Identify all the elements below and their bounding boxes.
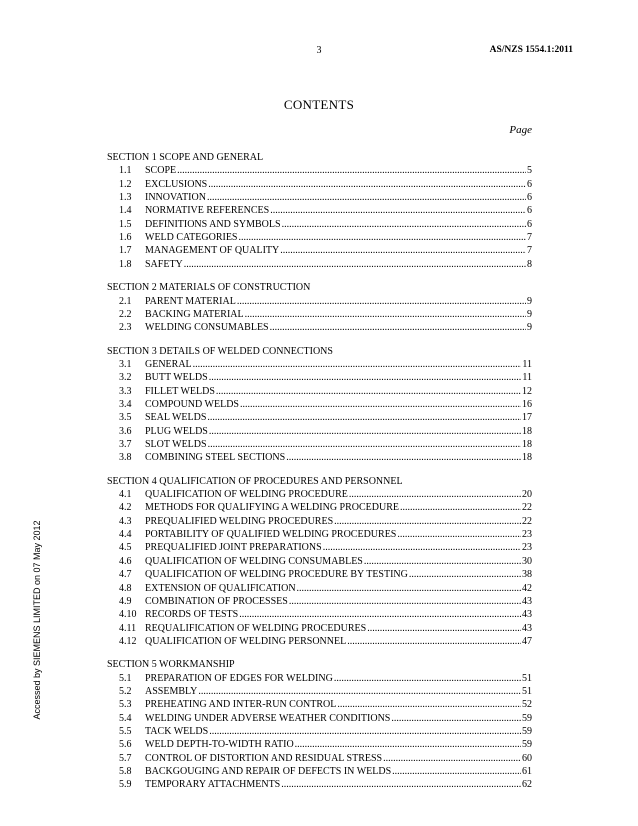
dot-leader [295,738,521,751]
toc-entry [107,425,532,438]
entry-page: 59 [522,739,532,751]
entry-page: 43 [522,622,532,634]
dot-leader [367,622,521,635]
entry-number: 5.4 [119,712,132,724]
entry-number: 1.2 [119,178,132,190]
dot-leader [216,385,521,398]
entry-number: 5.9 [119,779,132,791]
toc-entry [107,308,532,321]
toc-section [107,658,532,791]
toc-entry [107,685,532,698]
entry-number: 3.8 [119,452,132,464]
toc-entry [107,712,532,725]
dot-leader [207,191,526,204]
entry-title: FILLET WELDS [145,385,215,397]
entry-number: 1.1 [119,165,132,177]
standard-number: AS/NZS 1554.1:2011 [489,45,573,55]
toc-entry [107,595,532,608]
toc-entry [107,778,532,791]
entry-page: 30 [522,555,532,567]
entry-title: CONTROL OF DISTORTION AND RESIDUAL STRESS [145,752,383,764]
dot-leader [364,555,521,568]
toc-entry [107,258,532,271]
dot-leader [334,515,521,528]
dot-leader [270,204,526,217]
entry-page: 23 [522,542,532,554]
entry-title: NORMATIVE REFERENCES [145,205,270,217]
dot-leader [280,244,526,257]
entry-page: 51 [522,685,532,697]
toc-entry [107,438,532,451]
toc-entry [107,528,532,541]
dot-leader [237,295,526,308]
dot-leader [347,635,521,648]
entry-number: 5.5 [119,725,132,737]
entry-page: 52 [522,699,532,711]
entry-number: 5.6 [119,739,132,751]
entry-title: BUTT WELDS [145,372,208,384]
entry-title: TACK WELDS [145,725,209,737]
dot-leader [323,541,521,554]
entry-number: 5.3 [119,699,132,711]
toc-entry [107,568,532,581]
entry-page: 22 [522,502,532,514]
entry-title: METHODS FOR QUALIFYING A WELDING PROCEDURE [145,502,399,514]
dot-leader [334,672,521,685]
entry-number: 3.1 [119,358,132,370]
entry-title: WELDING UNDER ADVERSE WEATHER CONDITIONS [145,712,391,724]
entry-title: GENERAL [145,358,192,370]
entry-number: 3.4 [119,398,132,410]
entry-number: 1.7 [119,245,132,257]
toc-entry [107,501,532,514]
toc-entry [107,698,532,711]
entry-page: 43 [522,595,532,607]
entry-title: ASSEMBLY [145,685,198,697]
entry-number: 4.8 [119,582,132,594]
toc-entry [107,765,532,778]
entry-number: 2.1 [119,295,132,307]
toc-entry [107,411,532,424]
entry-page: 22 [522,515,532,527]
entry-number: 4.4 [119,529,132,541]
entry-page: 18 [522,439,532,451]
section-heading: SECTION 5 WORKMANSHIP [107,659,235,671]
dot-leader [209,425,521,438]
toc-entry [107,451,532,464]
toc-entry [107,608,532,621]
entry-title: RECORDS OF TESTS [145,609,239,621]
entry-page: 43 [522,609,532,621]
dot-leader [240,398,521,411]
entry-page: 18 [522,452,532,464]
toc-entry [107,218,532,231]
toc-entry [107,582,532,595]
entry-title: MANAGEMENT OF QUALITY [145,245,280,257]
dot-leader [383,752,521,765]
dot-leader [392,765,521,778]
entry-number: 4.2 [119,502,132,514]
dot-leader [208,178,526,191]
entry-title: QUALIFICATION OF WELDING PERSONNEL [145,635,347,647]
entry-title: QUALIFICATION OF WELDING PROCEDURE [145,489,348,501]
entry-number: 5.1 [119,672,132,684]
dot-leader [397,528,521,541]
toc-entry [107,672,532,685]
entry-number: 1.6 [119,232,132,244]
entry-page: 42 [522,582,532,594]
entry-number: 2.3 [119,322,132,334]
dot-leader [207,411,521,424]
toc-entry [107,725,532,738]
entry-title: DEFINITIONS AND SYMBOLS [145,218,281,230]
entry-number: 2.2 [119,308,132,320]
dot-leader [198,685,521,698]
entry-title: QUALIFICATION OF WELDING PROCEDURE BY TESTING [145,569,408,581]
toc-entry [107,541,532,554]
dot-leader [282,218,526,231]
dot-leader [409,568,521,581]
entry-title: BACKING MATERIAL [145,308,244,320]
entry-title: PREPARATION OF EDGES FOR WELDING [145,672,333,684]
entry-title: SLOT WELDS [145,439,207,451]
toc-entry [107,295,532,308]
section-heading: SECTION 3 DETAILS OF WELDED CONNECTIONS [107,345,333,357]
entry-title: PREQUALIFIED JOINT PREPARATIONS [145,542,322,554]
entry-number: 1.8 [119,258,132,270]
entry-number: 1.4 [119,205,132,217]
entry-title: EXTENSION OF QUALIFICATION [145,582,296,594]
entry-page: 47 [522,635,532,647]
section-heading: SECTION 2 MATERIALS OF CONSTRUCTION [107,282,311,294]
dot-leader [297,582,521,595]
entry-number: 4.5 [119,542,132,554]
entry-page: 60 [522,752,532,764]
entry-number: 5.8 [119,766,132,778]
entry-page: 7 [527,245,532,257]
toc-entry [107,321,532,334]
entry-title: PLUG WELDS [145,425,208,437]
dot-leader [289,595,521,608]
toc-entry [107,231,532,244]
toc-entry [107,191,532,204]
entry-title: WELD DEPTH-TO-WIDTH RATIO [145,739,294,751]
entry-page: 18 [522,425,532,437]
toc-entry [107,635,532,648]
entry-number: 3.3 [119,385,132,397]
toc-entry [107,164,532,177]
entry-page: 11 [522,372,532,384]
entry-page: 11 [522,358,532,370]
entry-title: SCOPE [145,165,177,177]
entry-title: PARENT MATERIAL [145,295,236,307]
entry-number: 4.3 [119,515,132,527]
entry-page: 9 [527,322,532,334]
entry-title: WELDING CONSUMABLES [145,322,269,334]
entry-page: 8 [527,258,532,270]
dot-leader [400,501,521,514]
entry-page: 20 [522,489,532,501]
entry-number: 1.3 [119,192,132,204]
toc-entry [107,515,532,528]
dot-leader [286,451,521,464]
toc-section [107,151,532,271]
toc-entry [107,738,532,751]
entry-title: EXCLUSIONS [145,178,208,190]
toc-entry [107,752,532,765]
entry-number: 1.5 [119,218,132,230]
toc-entry [107,555,532,568]
entry-title: BACKGOUGING AND REPAIR OF DEFECTS IN WELDS [145,766,392,778]
entry-page: 59 [522,725,532,737]
entry-page: 6 [527,192,532,204]
entry-title: PREQUALIFIED WELDING PROCEDURES [145,515,334,527]
dot-leader [239,231,527,244]
entry-page: 38 [522,569,532,581]
toc-section [107,475,532,649]
entry-page: 7 [527,232,532,244]
toc-entry [107,178,532,191]
entry-page: 61 [522,766,532,778]
page-column-label: Page [509,124,532,136]
dot-leader [239,608,521,621]
dot-leader [349,488,521,501]
section-heading: SECTION 4 QUALIFICATION OF PROCEDURES AND PERSONNEL [107,475,403,487]
entry-number: 4.9 [119,595,132,607]
dot-leader [337,698,521,711]
entry-page: 5 [527,165,532,177]
entry-title: INNOVATION [145,192,206,204]
toc-entry [107,358,532,371]
entry-number: 3.5 [119,412,132,424]
access-watermark: Accessed by SIEMENS LIMITED on 07 May 2012 [32,520,42,720]
entry-number: 4.1 [119,489,132,501]
page-number: 3 [316,45,322,56]
dot-leader [391,712,521,725]
toc-entry [107,204,532,217]
toc-section [107,281,532,334]
dot-leader [177,164,526,177]
toc-entry [107,385,532,398]
entry-title: QUALIFICATION OF WELDING CONSUMABLES [145,555,363,567]
entry-page: 23 [522,529,532,541]
entry-title: PORTABILITY OF QUALIFIED WELDING PROCEDURES [145,529,397,541]
entry-page: 17 [522,412,532,424]
entry-page: 12 [522,385,532,397]
entry-title: REQUALIFICATION OF WELDING PROCEDURES [145,622,367,634]
dot-leader [208,438,521,451]
contents-title: CONTENTS [283,97,355,112]
entry-number: 4.11 [119,622,137,634]
entry-title: PREHEATING AND INTER-RUN CONTROL [145,699,337,711]
entry-number: 4.7 [119,569,132,581]
entry-title: COMBINATION OF PROCESSES [145,595,288,607]
entry-number: 4.12 [119,635,137,647]
dot-leader [184,258,526,271]
table-of-contents [107,151,532,802]
dot-leader [193,358,522,371]
entry-page: 9 [527,295,532,307]
entry-page: 62 [522,779,532,791]
entry-page: 51 [522,672,532,684]
entry-page: 16 [522,398,532,410]
entry-page: 6 [527,205,532,217]
toc-entry [107,622,532,635]
entry-number: 3.6 [119,425,132,437]
entry-title: SAFETY [145,258,183,270]
entry-title: TEMPORARY ATTACHMENTS [145,779,281,791]
entry-number: 3.7 [119,439,132,451]
dot-leader [270,321,526,334]
toc-entry [107,398,532,411]
entry-number: 4.6 [119,555,132,567]
entry-title: WELD CATEGORIES [145,232,238,244]
entry-title: COMBINING STEEL SECTIONS [145,452,286,464]
entry-title: COMPOUND WELDS [145,398,239,410]
entry-number: 5.7 [119,752,132,764]
toc-section [107,345,532,465]
entry-page: 6 [527,178,532,190]
dot-leader [245,308,526,321]
entry-page: 9 [527,308,532,320]
entry-page: 6 [527,218,532,230]
entry-page: 59 [522,712,532,724]
entry-number: 5.2 [119,685,132,697]
toc-entry [107,244,532,257]
dot-leader [209,725,521,738]
toc-entry [107,371,532,384]
dot-leader [281,778,521,791]
toc-entry [107,488,532,501]
entry-title: SEAL WELDS [145,412,207,424]
section-heading: SECTION 1 SCOPE AND GENERAL [107,152,264,163]
dot-leader [209,371,522,384]
entry-number: 3.2 [119,372,132,384]
entry-number: 4.10 [119,609,137,621]
